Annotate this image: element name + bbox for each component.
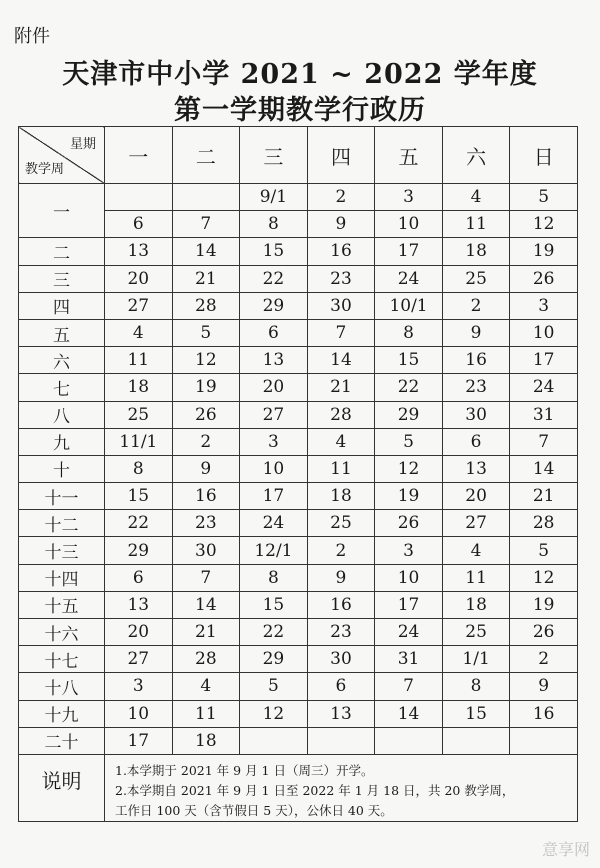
date-cell: 10 [375,564,443,591]
date-cell: 9 [172,455,240,482]
date-cell: 7 [510,428,578,455]
date-cell: 6 [105,211,173,238]
date-cell: 28 [510,510,578,537]
day-header-sun: 日 [510,127,578,184]
day-header-sat: 六 [442,127,510,184]
date-cell: 22 [240,265,308,292]
week-number-cell: 十八 [19,673,105,700]
date-cell: 18 [172,727,240,754]
date-cell: 10 [510,319,578,346]
date-cell: 3 [105,673,173,700]
table-row [19,347,578,374]
week-number-cell: 六 [19,347,105,374]
date-cell: 13 [442,455,510,482]
date-cell: 8 [442,673,510,700]
date-cell: 3 [375,184,443,211]
date-cell: 15 [442,700,510,727]
date-cell: 26 [172,401,240,428]
date-cell: 23 [172,510,240,537]
date-cell: 15 [375,347,443,374]
date-cell: 11 [172,700,240,727]
day-header-tue: 二 [172,127,240,184]
date-cell: 14 [172,238,240,265]
week-number-cell: 五 [19,319,105,346]
date-cell: 6 [442,428,510,455]
date-cell: 3 [510,292,578,319]
date-cell: 7 [172,564,240,591]
date-cell: 13 [105,591,173,618]
date-cell: 4 [307,428,375,455]
week-number-cell: 一 [19,184,105,238]
note-line: 2.本学期自 2021 年 9 月 1 日至 2022 年 1 月 18 日，共 20 教学周， [115,782,515,798]
date-cell: 11/1 [105,428,173,455]
date-cell: 22 [375,374,443,401]
note-line: 工作日 100 天（含节假日 5 天），公休日 40 天。 [115,802,393,818]
date-cell: 25 [307,510,375,537]
header-row [19,127,578,184]
table-row [19,591,578,618]
date-cell: 24 [375,265,443,292]
table-row [19,428,578,455]
table-row [19,184,578,211]
date-cell: 15 [240,238,308,265]
date-cell: 29 [375,401,443,428]
date-cell [375,727,443,754]
date-cell: 8 [105,455,173,482]
table-row [19,564,578,591]
week-number-cell: 十九 [19,700,105,727]
date-cell: 28 [172,292,240,319]
date-cell: 16 [172,483,240,510]
date-cell: 23 [442,374,510,401]
date-cell: 8 [240,564,308,591]
date-cell: 4 [442,537,510,564]
date-cell: 14 [510,455,578,482]
table-row [19,374,578,401]
document-subtitle: 第一学期教学行政历 [174,95,426,126]
date-cell: 18 [105,374,173,401]
notes-label: 说明 [19,754,105,821]
date-cell: 9/1 [240,184,308,211]
date-cell: 27 [105,292,173,319]
date-cell: 12/1 [240,537,308,564]
date-cell [105,184,173,211]
date-cell: 8 [375,319,443,346]
table-row [19,483,578,510]
table-row [19,537,578,564]
date-cell: 2 [307,537,375,564]
date-cell: 24 [375,619,443,646]
date-cell: 7 [307,319,375,346]
date-cell: 29 [105,537,173,564]
date-cell: 15 [240,591,308,618]
date-cell [172,184,240,211]
date-cell: 28 [172,646,240,673]
date-cell: 26 [375,510,443,537]
date-cell: 17 [105,727,173,754]
note-line: 1.本学期于 2021 年 9 月 1 日（周三）开学。 [115,762,374,778]
date-cell: 2 [307,184,375,211]
date-cell: 7 [375,673,443,700]
date-cell: 30 [172,537,240,564]
teaching-week-header-label: 教学周 [25,162,65,177]
date-cell: 13 [105,238,173,265]
date-cell: 12 [240,700,308,727]
date-cell: 29 [240,292,308,319]
date-cell: 10/1 [375,292,443,319]
date-cell: 4 [172,673,240,700]
week-number-cell: 十二 [19,510,105,537]
date-cell: 14 [375,700,443,727]
date-cell: 31 [375,646,443,673]
week-number-cell: 三 [19,265,105,292]
date-cell [442,727,510,754]
date-cell: 21 [172,619,240,646]
table-row [19,673,578,700]
date-cell: 22 [105,510,173,537]
date-cell: 23 [307,265,375,292]
date-cell: 29 [240,646,308,673]
date-cell: 19 [172,374,240,401]
date-cell: 16 [442,347,510,374]
date-cell: 10 [240,455,308,482]
date-cell: 31 [510,401,578,428]
table-row [19,401,578,428]
date-cell: 2 [510,646,578,673]
day-header-thu: 四 [307,127,375,184]
date-cell: 10 [375,211,443,238]
date-cell: 12 [172,347,240,374]
date-cell: 24 [510,374,578,401]
week-number-cell: 十七 [19,646,105,673]
date-cell: 19 [375,483,443,510]
weekday-header-label: 星期 [69,137,96,152]
date-cell: 16 [510,700,578,727]
attachment-label: 附件 [14,26,50,47]
date-cell: 17 [240,483,308,510]
week-number-cell: 十 [19,455,105,482]
header-corner-cell [19,127,105,184]
date-cell: 11 [105,347,173,374]
date-cell: 9 [307,564,375,591]
date-cell: 6 [105,564,173,591]
date-cell: 17 [375,238,443,265]
date-cell: 5 [172,319,240,346]
date-cell: 23 [307,619,375,646]
date-cell: 5 [375,428,443,455]
date-cell [240,727,308,754]
date-cell: 20 [240,374,308,401]
table-row [19,510,578,537]
date-cell: 11 [307,455,375,482]
date-cell: 20 [442,483,510,510]
date-cell: 30 [307,292,375,319]
date-cell: 11 [442,564,510,591]
week-number-cell: 十四 [19,564,105,591]
date-cell: 1/1 [442,646,510,673]
date-cell: 5 [510,537,578,564]
date-cell: 6 [307,673,375,700]
date-cell: 6 [240,319,308,346]
date-cell: 22 [240,619,308,646]
date-cell: 3 [240,428,308,455]
date-cell: 21 [307,374,375,401]
date-cell: 28 [307,401,375,428]
date-cell: 9 [510,673,578,700]
date-cell: 20 [105,619,173,646]
notes-text [105,754,578,821]
calendar-body [19,184,578,755]
date-cell: 21 [510,483,578,510]
date-cell: 27 [240,401,308,428]
date-cell [510,727,578,754]
date-cell: 16 [307,238,375,265]
date-cell: 27 [105,646,173,673]
table-row [19,619,578,646]
week-number-cell: 十六 [19,619,105,646]
date-cell: 30 [442,401,510,428]
document-title: 天津市中小学 2021 ~ 2022 学年度 [62,59,538,90]
date-cell: 8 [240,211,308,238]
calendar-table [18,126,578,822]
date-cell: 21 [172,265,240,292]
date-cell: 15 [105,483,173,510]
date-cell: 13 [240,347,308,374]
date-cell [307,727,375,754]
date-cell: 26 [510,619,578,646]
date-cell: 9 [442,319,510,346]
date-cell: 18 [307,483,375,510]
day-header-mon: 一 [105,127,173,184]
day-header-wed: 三 [240,127,308,184]
date-cell: 5 [240,673,308,700]
week-number-cell: 七 [19,374,105,401]
week-number-cell: 十一 [19,483,105,510]
date-cell: 11 [442,211,510,238]
date-cell: 19 [510,238,578,265]
week-number-cell: 十三 [19,537,105,564]
date-cell: 27 [442,510,510,537]
table-row [19,700,578,727]
date-cell: 16 [307,591,375,618]
table-row [19,238,578,265]
date-cell: 9 [307,211,375,238]
date-cell: 25 [442,619,510,646]
date-cell: 12 [510,564,578,591]
date-cell: 3 [375,537,443,564]
date-cell: 25 [105,401,173,428]
table-row [19,319,578,346]
date-cell: 17 [510,347,578,374]
date-cell: 26 [510,265,578,292]
date-cell: 10 [105,700,173,727]
date-cell: 17 [375,591,443,618]
table-row [19,455,578,482]
date-cell: 25 [442,265,510,292]
day-header-fri: 五 [375,127,443,184]
week-number-cell: 十五 [19,591,105,618]
date-cell: 19 [510,591,578,618]
date-cell: 4 [442,184,510,211]
week-number-cell: 八 [19,401,105,428]
week-number-cell: 四 [19,292,105,319]
notes-row [19,754,578,821]
week-number-cell: 二十 [19,727,105,754]
date-cell: 18 [442,238,510,265]
date-cell: 4 [105,319,173,346]
date-cell: 5 [510,184,578,211]
date-cell: 30 [307,646,375,673]
watermark: 意享网 [541,840,590,859]
week-number-cell: 二 [19,238,105,265]
date-cell: 24 [240,510,308,537]
table-row [19,265,578,292]
date-cell: 20 [105,265,173,292]
table-row [19,646,578,673]
date-cell: 12 [375,455,443,482]
date-cell: 13 [307,700,375,727]
date-cell: 12 [510,211,578,238]
date-cell: 18 [442,591,510,618]
date-cell: 2 [172,428,240,455]
date-cell: 2 [442,292,510,319]
table-row [19,727,578,754]
date-cell: 14 [307,347,375,374]
week-number-cell: 九 [19,428,105,455]
date-cell: 7 [172,211,240,238]
date-cell: 14 [172,591,240,618]
table-row [19,292,578,319]
